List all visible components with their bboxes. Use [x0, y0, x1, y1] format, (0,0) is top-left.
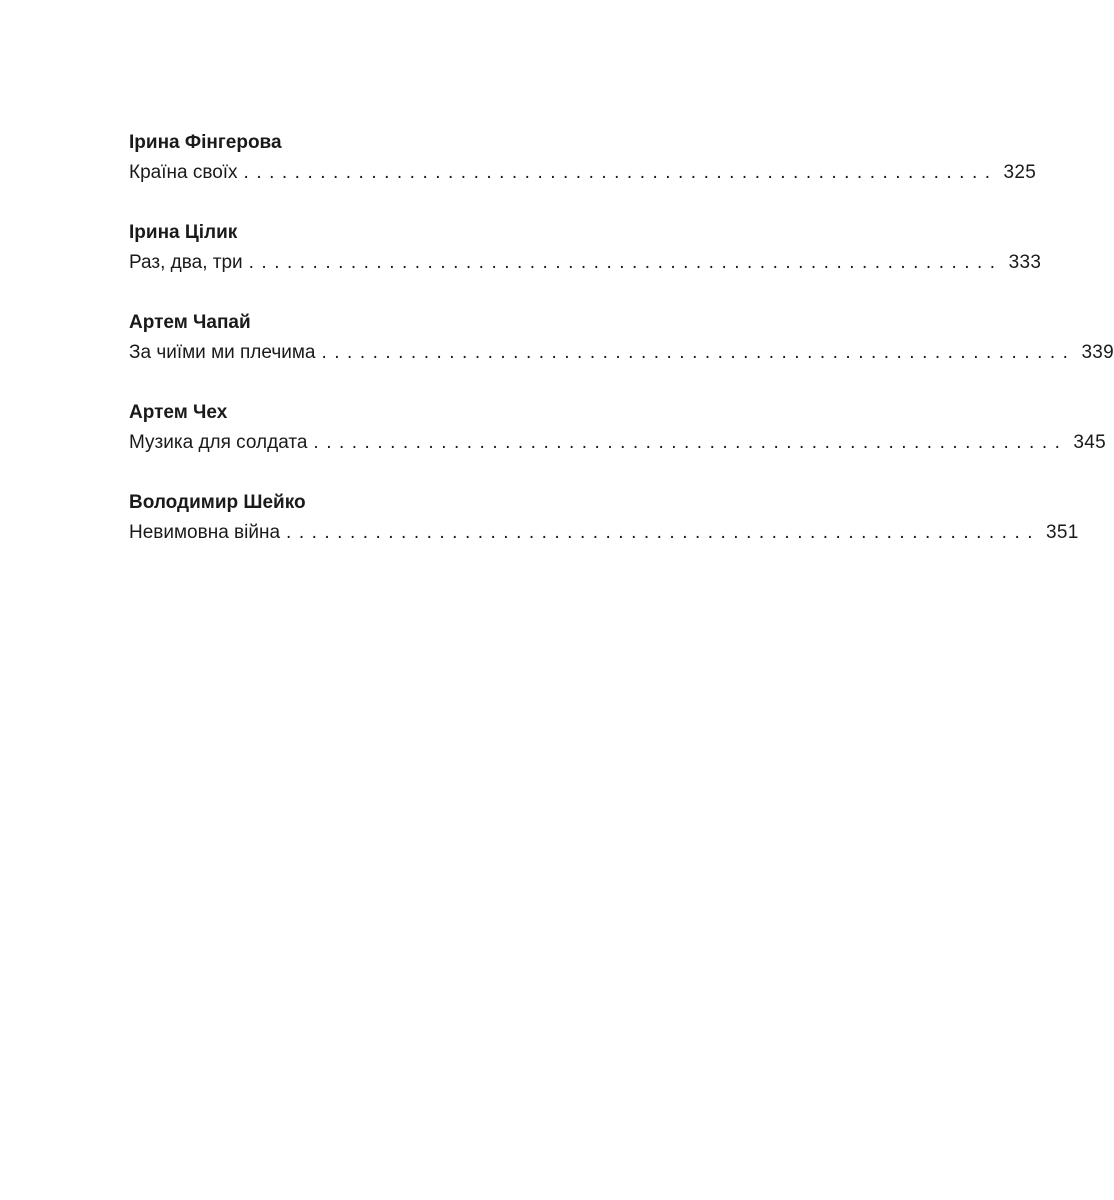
- toc-entry: [129, 218, 1042, 308]
- toc-author: Артем Чех: [129, 402, 228, 423]
- toc-title: Невимовна війна: [129, 522, 281, 543]
- toc-line[interactable]: [129, 338, 1114, 368]
- toc-page-number: 325: [1003, 162, 1037, 183]
- toc-page-number: 351: [1046, 522, 1079, 543]
- toc-line[interactable]: [129, 248, 1042, 278]
- dot-leader: ...........................................................: [313, 432, 1068, 453]
- dot-leader: ...........................................................: [286, 522, 1040, 543]
- dot-leader: ...........................................................: [321, 342, 1076, 363]
- toc-author: Ірина Фінгерова: [129, 132, 282, 153]
- dot-leader: ...........................................................: [243, 162, 998, 183]
- toc-entry: [129, 128, 1037, 218]
- toc-page-number: 339: [1081, 342, 1114, 363]
- toc-author: Володимир Шейко: [129, 492, 306, 513]
- toc-page-number: 345: [1073, 432, 1106, 453]
- dot-leader: ...........................................................: [248, 252, 1003, 273]
- toc-line[interactable]: [129, 158, 1037, 188]
- toc-entry: [129, 308, 1114, 398]
- toc-author: Ірина Цілик: [129, 222, 238, 243]
- table-of-contents: [129, 128, 1114, 578]
- toc-title: Раз, два, три: [129, 252, 243, 273]
- toc-line[interactable]: [129, 518, 1079, 548]
- toc-page-number: 333: [1008, 252, 1042, 273]
- toc-entry: [129, 398, 1106, 488]
- toc-title: Країна своїх: [129, 162, 238, 183]
- toc-line[interactable]: [129, 428, 1106, 458]
- toc-author: Артем Чапай: [129, 312, 251, 333]
- toc-entry: [129, 488, 1079, 578]
- toc-title: Музика для солдата: [129, 432, 308, 453]
- toc-title: За чиїми ми плечима: [129, 342, 316, 363]
